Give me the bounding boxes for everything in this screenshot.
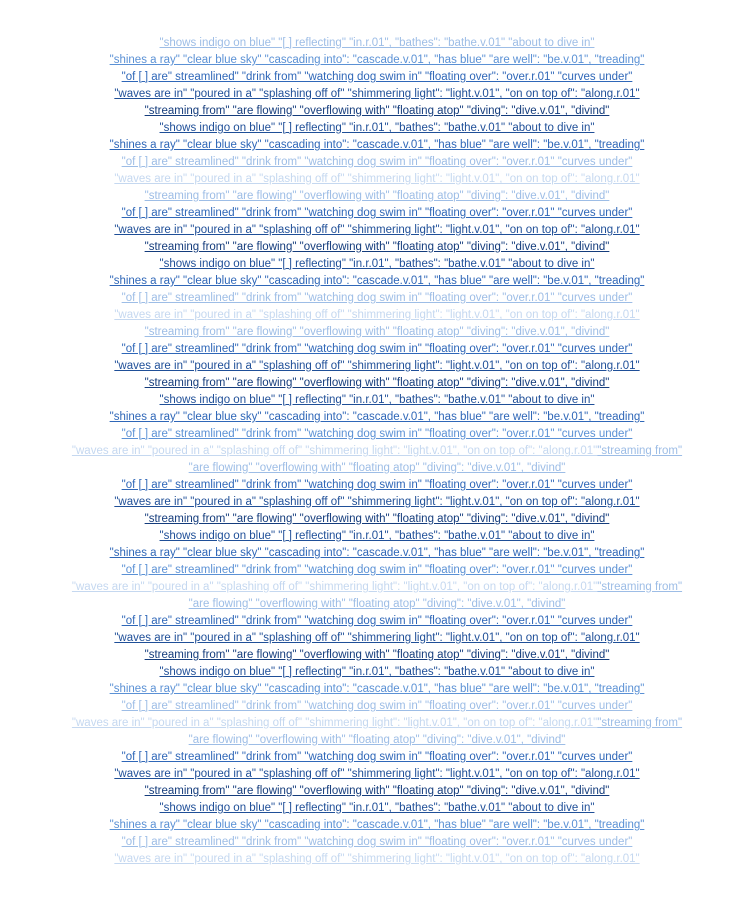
phrase-line xyxy=(62,851,692,868)
phrase-line xyxy=(62,647,692,664)
phrase-link[interactable]: "shines a ray" "clear blue sky" "cascading into": "cascade.v.01", "has blue" "are well": "be.v.01", "treading" xyxy=(109,54,645,66)
phrase-line xyxy=(62,834,692,851)
linked-phrase-list xyxy=(62,35,692,868)
phrase-line xyxy=(62,120,692,137)
phrase-line xyxy=(62,137,692,154)
phrase-line xyxy=(62,239,692,256)
phrase-link[interactable]: "shows indigo on blue" "[ ] reflecting" "in.r.01", "bathes": "bathe.v.01" "about to dive in" xyxy=(159,394,595,406)
phrase-link[interactable]: "of [ ] are" streamlined" "drink from" "watching dog swim in" "floating over": "over.r.01" "curves under" xyxy=(121,207,633,219)
phrase-line xyxy=(62,222,692,239)
phrase-link[interactable]: "waves are in" "poured in a" "splashing off of" "shimmering light": "light.v.01", "on on top of": "along.r.01" xyxy=(114,173,640,185)
phrase-line xyxy=(62,630,692,647)
phrase-link[interactable]: "of [ ] are" streamlined" "drink from" "watching dog swim in" "floating over": "over.r.01" "curves under" xyxy=(121,751,633,763)
phrase-line xyxy=(62,205,692,222)
phrase-line xyxy=(62,307,692,324)
phrase-line xyxy=(62,341,692,358)
phrase-link[interactable]: "of [ ] are" streamlined" "drink from" "watching dog swim in" "floating over": "over.r.01" "curves under" xyxy=(121,292,633,304)
phrase-link[interactable]: "streaming from" "are flowing" "overflowing with" "floating atop" "diving": "dive.v.01", "divind" xyxy=(144,190,610,202)
phrase-line xyxy=(62,35,692,52)
phrase-link[interactable]: "waves are in" "poured in a" "splashing off of" "shimmering light": "light.v.01", "on on top of": "along.r.01" xyxy=(71,717,598,729)
phrase-line xyxy=(62,103,692,120)
phrase-line xyxy=(62,324,692,341)
phrase-line xyxy=(62,528,692,545)
phrase-line xyxy=(62,443,692,477)
phrase-line xyxy=(62,562,692,579)
phrase-line xyxy=(62,188,692,205)
phrase-link[interactable]: "streaming from" "are flowing" "overflowing with" "floating atop" "diving": "dive.v.01", "divind" xyxy=(188,581,683,610)
phrase-line xyxy=(62,154,692,171)
phrase-line xyxy=(62,545,692,562)
phrase-link[interactable]: "streaming from" "are flowing" "overflowing with" "floating atop" "diving": "dive.v.01", "divind" xyxy=(144,785,610,797)
phrase-line xyxy=(62,69,692,86)
phrase-link[interactable]: "waves are in" "poured in a" "splashing off of" "shimmering light": "light.v.01", "on on top of": "along.r.01" xyxy=(114,309,640,321)
phrase-link[interactable]: "shows indigo on blue" "[ ] reflecting" "in.r.01", "bathes": "bathe.v.01" "about to dive in" xyxy=(159,802,595,814)
phrase-link[interactable]: "of [ ] are" streamlined" "drink from" "watching dog swim in" "floating over": "over.r.01" "curves under" xyxy=(121,836,633,848)
phrase-line xyxy=(62,783,692,800)
phrase-link[interactable]: "of [ ] are" streamlined" "drink from" "watching dog swim in" "floating over": "over.r.01" "curves under" xyxy=(121,700,633,712)
phrase-line xyxy=(62,256,692,273)
phrase-link[interactable]: "shows indigo on blue" "[ ] reflecting" "in.r.01", "bathes": "bathe.v.01" "about to dive in" xyxy=(159,258,595,270)
phrase-line xyxy=(62,511,692,528)
phrase-line xyxy=(62,664,692,681)
phrase-line xyxy=(62,766,692,783)
phrase-link[interactable]: "shows indigo on blue" "[ ] reflecting" "in.r.01", "bathes": "bathe.v.01" "about to dive in" xyxy=(159,666,595,678)
phrase-line xyxy=(62,698,692,715)
phrase-link[interactable]: "shines a ray" "clear blue sky" "cascading into": "cascade.v.01", "has blue" "are well": "be.v.01", "treading" xyxy=(109,275,645,287)
phrase-link[interactable]: "waves are in" "poured in a" "splashing off of" "shimmering light": "light.v.01", "on on top of": "along.r.01" xyxy=(71,445,598,457)
phrase-link[interactable]: "shines a ray" "clear blue sky" "cascading into": "cascade.v.01", "has blue" "are well": "be.v.01", "treading" xyxy=(109,683,645,695)
phrase-link[interactable]: "of [ ] are" streamlined" "drink from" "watching dog swim in" "floating over": "over.r.01" "curves under" xyxy=(121,615,633,627)
phrase-link[interactable]: "waves are in" "poured in a" "splashing off of" "shimmering light": "light.v.01", "on on top of": "along.r.01" xyxy=(114,360,640,372)
phrase-line xyxy=(62,86,692,103)
phrase-line xyxy=(62,817,692,834)
phrase-line xyxy=(62,613,692,630)
phrase-link[interactable]: "shines a ray" "clear blue sky" "cascading into": "cascade.v.01", "has blue" "are well": "be.v.01", "treading" xyxy=(109,411,645,423)
phrase-line xyxy=(62,477,692,494)
phrase-link[interactable]: "streaming from" "are flowing" "overflowing with" "floating atop" "diving": "dive.v.01", "divind" xyxy=(144,105,610,117)
phrase-line xyxy=(62,579,692,613)
phrase-line xyxy=(62,715,692,749)
phrase-line xyxy=(62,171,692,188)
phrase-line xyxy=(62,800,692,817)
phrase-link[interactable]: "waves are in" "poured in a" "splashing off of" "shimmering light": "light.v.01", "on on top of": "along.r.01" xyxy=(114,496,640,508)
phrase-link[interactable]: "streaming from" "are flowing" "overflowing with" "floating atop" "diving": "dive.v.01", "divind" xyxy=(144,241,610,253)
phrase-line xyxy=(62,375,692,392)
phrase-line xyxy=(62,681,692,698)
phrase-line xyxy=(62,273,692,290)
phrase-link[interactable]: "streaming from" "are flowing" "overflowing with" "floating atop" "diving": "dive.v.01", "divind" xyxy=(188,445,683,474)
phrase-link[interactable]: "waves are in" "poured in a" "splashing off of" "shimmering light": "light.v.01", "on on top of": "along.r.01" xyxy=(114,88,640,100)
phrase-link[interactable]: "streaming from" "are flowing" "overflowing with" "floating atop" "diving": "dive.v.01", "divind" xyxy=(144,649,610,661)
phrase-link[interactable]: "waves are in" "poured in a" "splashing off of" "shimmering light": "light.v.01", "on on top of": "along.r.01" xyxy=(114,853,640,865)
phrase-link[interactable]: "streaming from" "are flowing" "overflowing with" "floating atop" "diving": "dive.v.01", "divind" xyxy=(144,326,610,338)
phrase-line xyxy=(62,52,692,69)
phrase-link[interactable]: "of [ ] are" streamlined" "drink from" "watching dog swim in" "floating over": "over.r.01" "curves under" xyxy=(121,343,633,355)
phrase-link[interactable]: "of [ ] are" streamlined" "drink from" "watching dog swim in" "floating over": "over.r.01" "curves under" xyxy=(121,479,633,491)
phrase-line xyxy=(62,409,692,426)
phrase-link[interactable]: "waves are in" "poured in a" "splashing off of" "shimmering light": "light.v.01", "on on top of": "along.r.01" xyxy=(71,581,598,593)
phrase-link[interactable]: "of [ ] are" streamlined" "drink from" "watching dog swim in" "floating over": "over.r.01" "curves under" xyxy=(121,156,633,168)
phrase-link[interactable]: "shines a ray" "clear blue sky" "cascading into": "cascade.v.01", "has blue" "are well": "be.v.01", "treading" xyxy=(109,819,645,831)
phrase-link[interactable]: "shines a ray" "clear blue sky" "cascading into": "cascade.v.01", "has blue" "are well": "be.v.01", "treading" xyxy=(109,139,645,151)
phrase-link[interactable]: "streaming from" "are flowing" "overflowing with" "floating atop" "diving": "dive.v.01", "divind" xyxy=(144,513,610,525)
phrase-link[interactable]: "of [ ] are" streamlined" "drink from" "watching dog swim in" "floating over": "over.r.01" "curves under" xyxy=(121,71,633,83)
phrase-link[interactable]: "streaming from" "are flowing" "overflowing with" "floating atop" "diving": "dive.v.01", "divind" xyxy=(188,717,683,746)
phrase-link[interactable]: "of [ ] are" streamlined" "drink from" "watching dog swim in" "floating over": "over.r.01" "curves under" xyxy=(121,428,633,440)
phrase-link[interactable]: "waves are in" "poured in a" "splashing off of" "shimmering light": "light.v.01", "on on top of": "along.r.01" xyxy=(114,224,640,236)
phrase-link[interactable]: "shows indigo on blue" "[ ] reflecting" "in.r.01", "bathes": "bathe.v.01" "about to dive in" xyxy=(159,37,595,49)
phrase-line xyxy=(62,749,692,766)
phrase-link[interactable]: "shines a ray" "clear blue sky" "cascading into": "cascade.v.01", "has blue" "are well": "be.v.01", "treading" xyxy=(109,547,645,559)
phrase-link[interactable]: "shows indigo on blue" "[ ] reflecting" "in.r.01", "bathes": "bathe.v.01" "about to dive in" xyxy=(159,530,595,542)
phrase-line xyxy=(62,358,692,375)
phrase-line xyxy=(62,392,692,409)
phrase-link[interactable]: "waves are in" "poured in a" "splashing off of" "shimmering light": "light.v.01", "on on top of": "along.r.01" xyxy=(114,632,640,644)
phrase-line xyxy=(62,290,692,307)
phrase-link[interactable]: "waves are in" "poured in a" "splashing off of" "shimmering light": "light.v.01", "on on top of": "along.r.01" xyxy=(114,768,640,780)
phrase-line xyxy=(62,426,692,443)
phrase-link[interactable]: "streaming from" "are flowing" "overflowing with" "floating atop" "diving": "dive.v.01", "divind" xyxy=(144,377,610,389)
phrase-link[interactable]: "of [ ] are" streamlined" "drink from" "watching dog swim in" "floating over": "over.r.01" "curves under" xyxy=(121,564,633,576)
phrase-line xyxy=(62,494,692,511)
phrase-link[interactable]: "shows indigo on blue" "[ ] reflecting" "in.r.01", "bathes": "bathe.v.01" "about to dive in" xyxy=(159,122,595,134)
